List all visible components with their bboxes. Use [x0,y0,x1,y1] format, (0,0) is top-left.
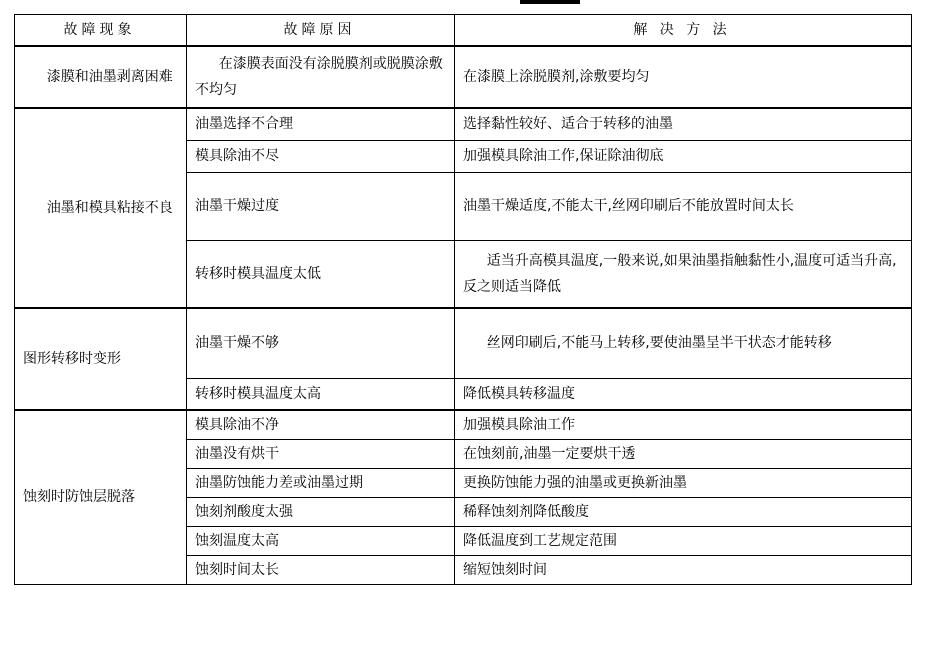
solution-cell: 缩短蚀刻时间 [455,555,912,584]
solution-cell: 加强模具除油工作,保证除油彻底 [455,140,912,172]
table-row [15,308,912,378]
solution-cell: 降低模具转移温度 [455,378,912,410]
cause-cell: 油墨选择不合理 [187,108,455,140]
cause-cell: 油墨没有烘干 [187,439,455,468]
cause-cell: 转移时模具温度太低 [187,240,455,308]
cause-cell: 蚀刻时间太长 [187,555,455,584]
fault-table [14,14,912,585]
solution-cell: 在蚀刻前,油墨一定要烘干透 [455,439,912,468]
symptom-cell: 漆膜和油墨剥离困难 [15,46,187,108]
table-body [15,46,912,584]
cause-cell: 油墨防蚀能力差或油墨过期 [187,468,455,497]
cause-cell: 蚀刻剂酸度太强 [187,497,455,526]
solution-cell: 更换防蚀能力强的油墨或更换新油墨 [455,468,912,497]
table-row [15,108,912,140]
symptom-cell: 蚀刻时防蚀层脱落 [15,410,187,584]
table-row [15,46,912,108]
header-solution: 解 决 方 法 [455,15,912,47]
header-symptom: 故障现象 [15,15,187,47]
cause-cell: 在漆膜表面没有涂脱膜剂或脱膜涂敷不均匀 [187,46,455,108]
solution-cell: 加强模具除油工作 [455,410,912,439]
solution-cell: 在漆膜上涂脱膜剂,涂敷要均匀 [455,46,912,108]
cause-cell: 模具除油不尽 [187,140,455,172]
solution-cell: 选择黏性较好、适合于转移的油墨 [455,108,912,140]
cause-cell: 模具除油不净 [187,410,455,439]
cause-cell: 油墨干燥不够 [187,308,455,378]
symptom-cell: 油墨和模具粘接不良 [15,108,187,308]
table-row [15,410,912,439]
cause-cell: 油墨干燥过度 [187,172,455,240]
symptom-cell: 图形转移时变形 [15,308,187,410]
cause-cell: 蚀刻温度太高 [187,526,455,555]
solution-cell: 降低温度到工艺规定范围 [455,526,912,555]
fault-table-container [14,14,912,585]
solution-cell: 适当升高模具温度,一般来说,如果油墨指触黏性小,温度可适当升高,反之则适当降低 [455,240,912,308]
table-header-row [15,15,912,47]
top-edge-mark [520,0,580,4]
solution-cell: 油墨干燥适度,不能太干,丝网印刷后不能放置时间太长 [455,172,912,240]
cause-cell: 转移时模具温度太高 [187,378,455,410]
solution-cell: 稀释蚀刻剂降低酸度 [455,497,912,526]
header-cause: 故障原因 [187,15,455,47]
solution-cell: 丝网印刷后,不能马上转移,要使油墨呈半干状态才能转移 [455,308,912,378]
